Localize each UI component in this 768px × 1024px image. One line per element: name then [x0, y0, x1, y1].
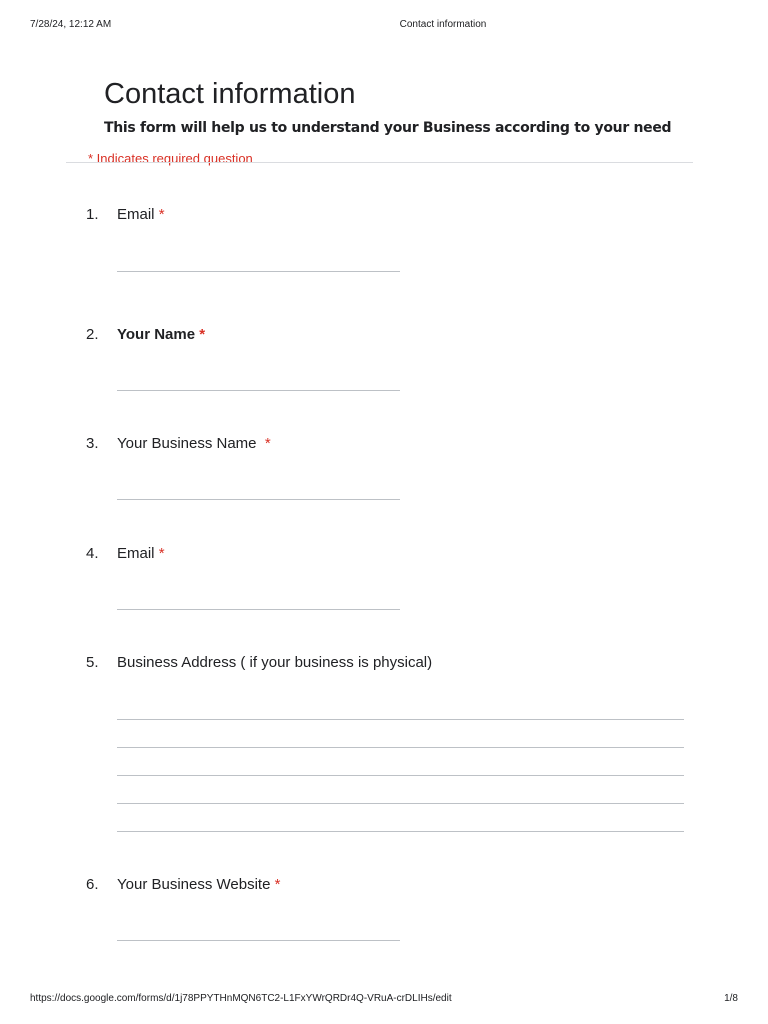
print-datetime: 7/28/24, 12:12 AM	[30, 19, 112, 30]
answer-field-line-3[interactable]	[117, 775, 684, 776]
question-label: Email *	[117, 206, 165, 223]
form-title: Contact information	[104, 78, 356, 110]
answer-field[interactable]	[117, 940, 400, 941]
answer-field[interactable]	[117, 271, 400, 272]
required-note: * Indicates required question	[88, 151, 253, 166]
question-number: 4.	[86, 545, 99, 562]
question-number: 3.	[86, 435, 99, 452]
answer-field-line-5[interactable]	[117, 831, 684, 832]
question-label: Your Business Website *	[117, 876, 281, 893]
question-label: Business Address ( if your business is physical)	[117, 654, 433, 671]
answer-field-line-4[interactable]	[117, 803, 684, 804]
answer-field[interactable]	[117, 609, 400, 610]
print-doc-title: Contact information	[399, 19, 487, 30]
form-description: This form will help us to understand your Business according to your need	[104, 120, 672, 136]
answer-field[interactable]	[117, 390, 400, 391]
page-number: 1/8	[724, 993, 738, 1004]
required-asterisk: *	[158, 206, 165, 223]
answer-field-line-2[interactable]	[117, 747, 684, 748]
question-number: 1.	[86, 206, 99, 223]
answer-field-line-1[interactable]	[117, 719, 684, 720]
print-url: https://docs.google.com/forms/d/1j78PPYTHnMQN6TC2-L1FxYWrQRDr4Q-VRuA-crDLIHs/edit	[30, 993, 452, 1004]
required-asterisk: *	[274, 876, 281, 893]
required-asterisk: *	[199, 326, 206, 343]
question-number: 2.	[86, 326, 99, 343]
question-label: Your Business Name *	[117, 435, 271, 452]
answer-field[interactable]	[117, 499, 400, 500]
header-divider	[66, 162, 693, 163]
required-asterisk: *	[264, 435, 271, 452]
required-asterisk: *	[158, 545, 165, 562]
question-label: Email *	[117, 545, 165, 562]
question-number: 6.	[86, 876, 99, 893]
question-number: 5.	[86, 654, 99, 671]
question-label: Your Name *	[117, 326, 206, 343]
